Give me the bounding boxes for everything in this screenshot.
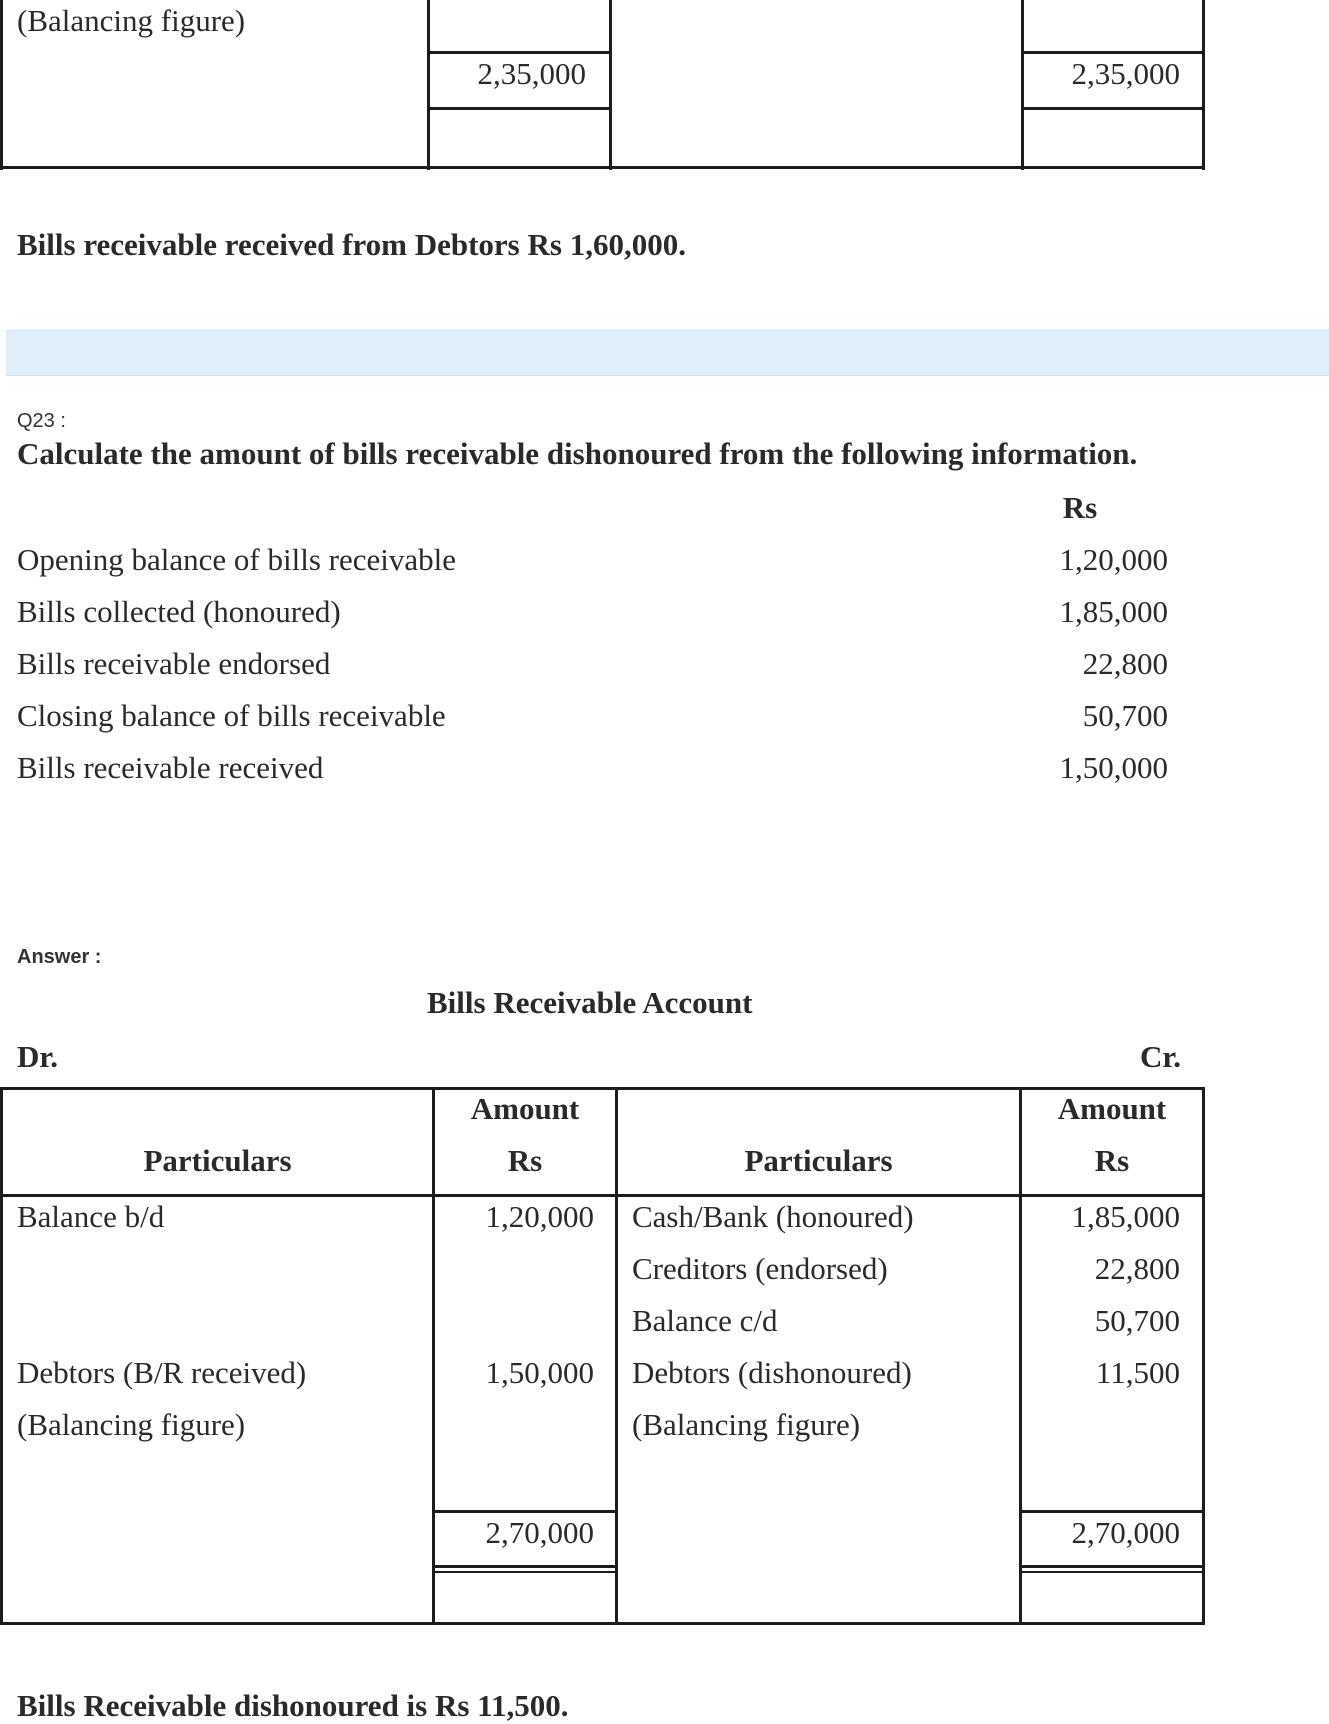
debit-row-amount: 1,50,000 [485, 1355, 594, 1390]
header-rs-right: Rs [1094, 1143, 1130, 1178]
list-item-label: Bills receivable received [17, 750, 324, 785]
header-amount-left: Amount [470, 1091, 580, 1126]
credit-row-amount: 22,800 [1094, 1251, 1180, 1286]
credit-row-label: (Balancing figure) [632, 1407, 861, 1442]
list-item-value: 22,800 [1082, 646, 1168, 681]
question-number: Q23 : [17, 410, 66, 432]
total-rule [1021, 51, 1204, 54]
double-rule [1019, 1571, 1205, 1573]
total-rule [1019, 1565, 1205, 1568]
list-item-value: 50,700 [1082, 698, 1168, 733]
previous-answer-note: Bills receivable received from Debtors Rs 1,60,000. [17, 227, 686, 262]
header-particulars-left: Particulars [143, 1143, 292, 1178]
answer-conclusion: Bills Receivable dishonoured is Rs 11,500. [17, 1688, 569, 1723]
table-border [0, 0, 3, 170]
debit-row-label: Balance b/d [17, 1199, 165, 1234]
credit-row-label: Debtors (dishonoured) [632, 1355, 912, 1390]
header-amount-right: Amount [1057, 1091, 1167, 1126]
table-border [0, 166, 1205, 169]
credit-total: 2,70,000 [1071, 1515, 1180, 1550]
table-border [0, 1194, 1205, 1197]
list-item-label: Opening balance of bills receivable [17, 542, 456, 577]
credit-row-label: Creditors (endorsed) [632, 1251, 888, 1286]
list-item-label: Closing balance of bills receivable [17, 698, 446, 733]
credit-row-amount: 1,85,000 [1071, 1199, 1180, 1234]
list-item-label: Bills collected (honoured) [17, 594, 341, 629]
header-particulars-right: Particulars [744, 1143, 893, 1178]
debit-row-amount: 1,20,000 [485, 1199, 594, 1234]
credit-row-amount: 50,700 [1094, 1303, 1180, 1338]
debit-total: 2,70,000 [485, 1515, 594, 1550]
double-rule [432, 1571, 618, 1573]
account-title: Bills Receivable Account [427, 985, 753, 1020]
table-border [0, 1087, 1205, 1090]
total-rule [1019, 1510, 1205, 1513]
list-item-label: Bills receivable endorsed [17, 646, 331, 681]
credit-row-label: Balance c/d [632, 1303, 778, 1338]
credit-row-amount: 11,500 [1095, 1355, 1180, 1390]
credit-row-label: Cash/Bank (honoured) [632, 1199, 914, 1234]
left-total: 2,35,000 [477, 56, 586, 91]
dr-label: Dr. [17, 1039, 59, 1074]
question-text: Calculate the amount of bills receivable dishonoured from the following information. [17, 436, 1138, 471]
header-rs-left: Rs [507, 1143, 543, 1178]
total-rule [427, 51, 610, 54]
cr-label: Cr. [1140, 1039, 1182, 1074]
total-rule [432, 1510, 618, 1513]
debit-row-label: (Balancing figure) [17, 1407, 246, 1442]
answer-label: Answer : [17, 946, 102, 968]
table-border [1202, 1087, 1205, 1625]
total-rule [432, 1565, 618, 1568]
right-total: 2,35,000 [1071, 56, 1180, 91]
total-rule [1021, 107, 1204, 110]
list-item-value: 1,20,000 [1059, 542, 1168, 577]
unit-header: Rs [1062, 490, 1098, 525]
total-rule [427, 107, 610, 110]
table-border [0, 1622, 1205, 1625]
table-border [609, 0, 612, 170]
list-item-value: 1,50,000 [1059, 750, 1168, 785]
table-border [1202, 0, 1205, 170]
list-item-value: 1,85,000 [1059, 594, 1168, 629]
row-label: (Balancing figure) [17, 3, 246, 38]
section-banner [6, 330, 1329, 376]
debit-row-label: Debtors (B/R received) [17, 1355, 307, 1390]
